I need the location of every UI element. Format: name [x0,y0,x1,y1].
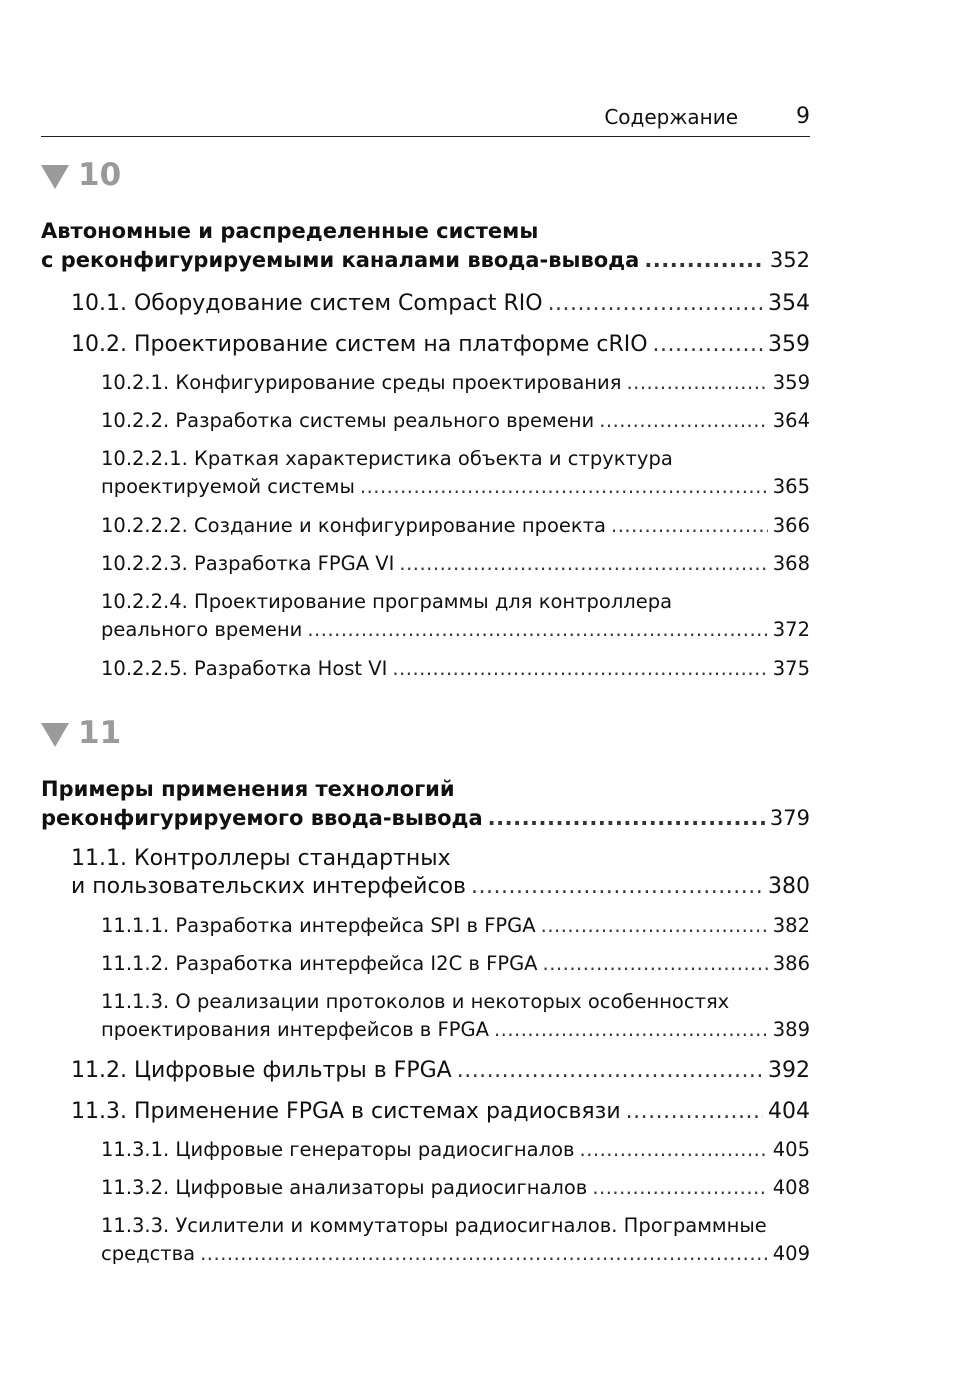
page-number: 368 [772,552,810,575]
page-number: 364 [772,409,810,432]
chapter-marker [41,153,810,197]
page-number: 386 [772,952,810,975]
entry-text: 11.2. Цифровые фильтры в FPGA [71,1058,452,1083]
page-number: 359 [772,371,810,394]
chapter-title-line: реконфигурируемого ввода-вывода [41,806,483,830]
page-number: 375 [772,657,810,680]
page-number: 409 [772,1242,810,1265]
entry-text-line: 10.2.2.4. Проектирование программы для контроллера [101,590,673,613]
toc-entry[interactable] [41,1173,810,1202]
header-page-number: 9 [796,104,810,129]
toc-entry[interactable] [41,330,810,359]
entry-text: 10.1. Оборудование систем Compact RIO [71,291,543,316]
toc-entry[interactable] [41,511,810,540]
entry-text: 11.3.1. Цифровые генераторы радиосигналов [101,1138,575,1161]
dot-leader [592,1173,767,1202]
page-number: 392 [768,1058,810,1083]
entry-text: 10.2.2. Разработка системы реального времени [101,409,595,432]
entry-text: 10.2.2.5. Разработка Host VI [101,657,388,680]
entry-text: 11.1.2. Разработка интерфейса I2C в FPGA [101,952,538,975]
entry-text-line: 11.3.3. Усилители и коммутаторы радиосигналов. Программные [101,1214,767,1237]
entry-text: 10.2. Проектирование систем на платформе cRIO [71,332,648,357]
entry-text: и пользовательских интерфейсов [71,874,467,899]
page-number: 379 [769,806,810,830]
dot-leader [626,368,767,397]
page-number: 382 [772,914,810,937]
toc-entry[interactable] [41,289,810,318]
entry-text: средства [101,1242,196,1265]
toc-entry[interactable] [41,1097,810,1126]
header-title: Содержание [604,105,738,129]
dot-leader [392,654,767,683]
entry-text: 10.2.2.3. Разработка FPGA VI [101,552,395,575]
page-number: 352 [769,248,810,272]
dot-leader [471,873,763,901]
dot-leader [548,289,763,318]
chapter-number: 11 [78,715,122,751]
chapter-title-line: с реконфигурируемыми каналами ввода-вывода [41,248,640,272]
toc-entry[interactable] [41,368,810,397]
chapter-title-line: Автономные и распределенные системы [41,219,539,243]
toc-entry[interactable] [41,1212,810,1268]
dot-leader [653,330,763,359]
entry-text: проектирования интерфейсов в FPGA [101,1018,489,1041]
dot-leader [307,616,767,644]
entry-text: реального времени [101,618,303,641]
entry-text: 10.2.2.2. Создание и конфигурирование проекта [101,514,607,537]
toc-entry[interactable] [41,911,810,940]
page-number: 389 [772,1018,810,1041]
page-number: 359 [768,332,810,357]
toc-entry[interactable] [41,549,810,578]
dot-leader [200,1240,768,1268]
entry-text-line: 10.2.2.1. Краткая характеристика объекта и структура [101,447,673,470]
entry-text-line: 11.1.3. О реализации протоколов и некоторых особенностях [101,990,730,1013]
entry-text: 11.3. Применение FPGA в системах радиосвязи [71,1099,621,1124]
dot-leader [580,1135,768,1164]
entry-text: 11.3.2. Цифровые анализаторы радиосигналов [101,1176,588,1199]
toc-entry[interactable] [41,588,810,644]
page-number: 404 [768,1099,810,1124]
dot-leader [611,511,768,540]
entry-text: 10.2.1. Конфигурирование среды проектирования [101,371,622,394]
page-number: 365 [772,475,810,498]
page-number: 372 [772,618,810,641]
chapter-number: 10 [78,157,122,193]
toc-entry[interactable] [41,445,810,501]
dot-leader [626,1097,763,1126]
dot-leader [399,549,767,578]
toc-entry[interactable] [41,1056,810,1085]
toc-entry[interactable] [41,988,810,1044]
dot-leader [488,804,765,833]
page-number: 354 [768,291,810,316]
page-number: 408 [772,1176,810,1199]
dot-leader [360,473,768,501]
entry-text-line: 11.1. Контроллеры стандартных [71,846,451,871]
entry-text: проектируемой системы [101,475,355,498]
page-number: 380 [768,874,810,899]
triangle-down-icon [41,165,69,189]
chapter-title[interactable] [41,775,810,833]
entry-text: 11.1.1. Разработка интерфейса SPI в FPGA [101,914,536,937]
dot-leader [457,1056,763,1085]
triangle-down-icon [41,723,69,747]
running-header [41,100,810,137]
chapter-10 [41,153,810,683]
toc-entry[interactable] [41,1135,810,1164]
dot-leader [494,1016,768,1044]
toc-entry[interactable] [41,654,810,683]
dot-leader [543,949,768,978]
chapter-title-line: Примеры применения технологий [41,777,455,801]
toc-entry[interactable] [41,406,810,435]
page-number: 366 [772,514,810,537]
dot-leader [644,246,765,275]
chapter-title[interactable] [41,217,810,275]
toc-entry[interactable] [41,845,810,901]
dot-leader [599,406,768,435]
chapter-11 [41,711,810,1268]
page-number: 405 [772,1138,810,1161]
chapter-marker [41,711,810,755]
dot-leader [541,911,768,940]
toc-entry[interactable] [41,949,810,978]
